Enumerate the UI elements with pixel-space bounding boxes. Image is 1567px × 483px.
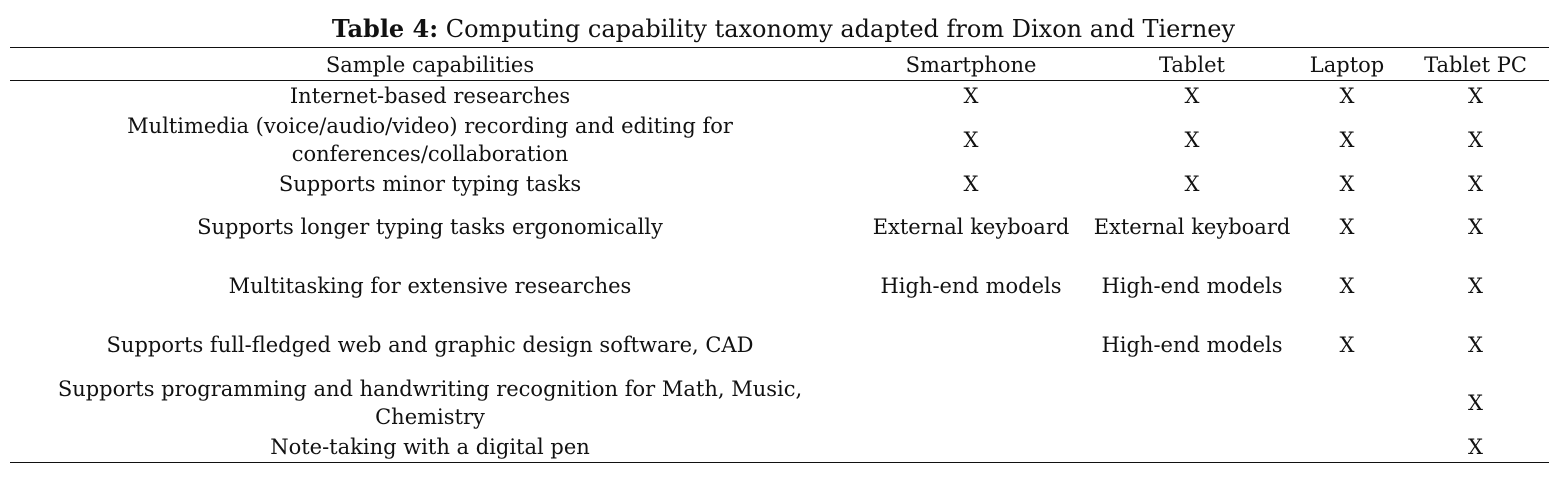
laptop-cell: X	[1339, 273, 1355, 298]
smartphone-cell	[850, 374, 1092, 432]
table-row	[10, 315, 1549, 374]
capability-cell: Multitasking for extensive researches	[228, 273, 632, 298]
laptop-cell: X	[1339, 215, 1355, 239]
capability-cell: Multimedia (voice/audio/video) recording and editing for conferences/collaboration	[127, 114, 733, 166]
table-row	[10, 374, 1549, 432]
table-row	[10, 256, 1549, 315]
table-caption-text: Computing capability taxonomy adapted from Dixon and Tierney	[445, 15, 1236, 43]
header-tablet: Tablet	[1159, 53, 1225, 77]
laptop-cell: X	[1339, 171, 1355, 196]
tablet-pc-cell: X	[1468, 84, 1483, 108]
table-row	[10, 81, 1549, 111]
table-row	[10, 198, 1549, 256]
laptop-cell: X	[1339, 332, 1355, 357]
table-row	[10, 432, 1549, 461]
tablet-cell: X	[1184, 171, 1200, 196]
header-laptop: Laptop	[1309, 53, 1385, 77]
tablet-cell: X	[1184, 128, 1200, 152]
laptop-cell: X	[1339, 84, 1355, 108]
tablet-cell: High-end models	[1101, 332, 1283, 357]
laptop-cell: X	[1339, 128, 1355, 152]
tablet-pc-cell: X	[1468, 128, 1483, 152]
tablet-cell: External keyboard	[1093, 215, 1291, 239]
table-row	[10, 111, 1549, 169]
table-caption-label: Table 4:	[331, 14, 439, 43]
capability-cell: Supports full-fledged web and graphic design software, CAD	[106, 332, 754, 357]
header-row	[10, 49, 1549, 81]
tablet-pc-cell: X	[1468, 215, 1483, 239]
smartphone-cell	[850, 315, 1092, 374]
table-caption	[0, 14, 1567, 44]
header-tablet-pc: Tablet PC	[1424, 53, 1527, 77]
tablet-cell: High-end models	[1101, 273, 1283, 298]
tablet-pc-cell: X	[1468, 391, 1483, 415]
tablet-pc-cell: X	[1468, 434, 1483, 459]
tablet-cell: X	[1184, 84, 1200, 108]
tablet-cell	[1092, 374, 1292, 432]
laptop-cell	[1292, 432, 1402, 461]
smartphone-cell: X	[963, 128, 979, 152]
capability-cell: Supports programming and handwriting recognition for Math, Music, Chemistry	[57, 377, 803, 429]
smartphone-cell: External keyboard	[872, 215, 1070, 239]
tablet-pc-cell: X	[1468, 273, 1483, 298]
tablet-cell	[1092, 432, 1292, 461]
header-smartphone: Smartphone	[905, 53, 1037, 77]
capability-cell: Internet-based researches	[289, 84, 571, 108]
smartphone-cell: X	[963, 84, 979, 108]
top-rule	[10, 47, 1549, 48]
tablet-pc-cell: X	[1468, 171, 1483, 196]
table-row	[10, 169, 1549, 198]
capability-cell: Supports minor typing tasks	[278, 171, 582, 196]
smartphone-cell: High-end models	[880, 273, 1062, 298]
laptop-cell	[1292, 374, 1402, 432]
capability-table	[10, 49, 1549, 461]
smartphone-cell	[850, 432, 1092, 461]
capability-cell: Supports longer typing tasks ergonomically	[197, 215, 663, 239]
bottom-rule	[10, 462, 1549, 463]
tablet-pc-cell: X	[1468, 332, 1483, 357]
capability-cell: Note-taking with a digital pen	[270, 434, 590, 459]
smartphone-cell: X	[963, 171, 979, 196]
header-sample-capabilities: Sample capabilities	[325, 53, 535, 77]
